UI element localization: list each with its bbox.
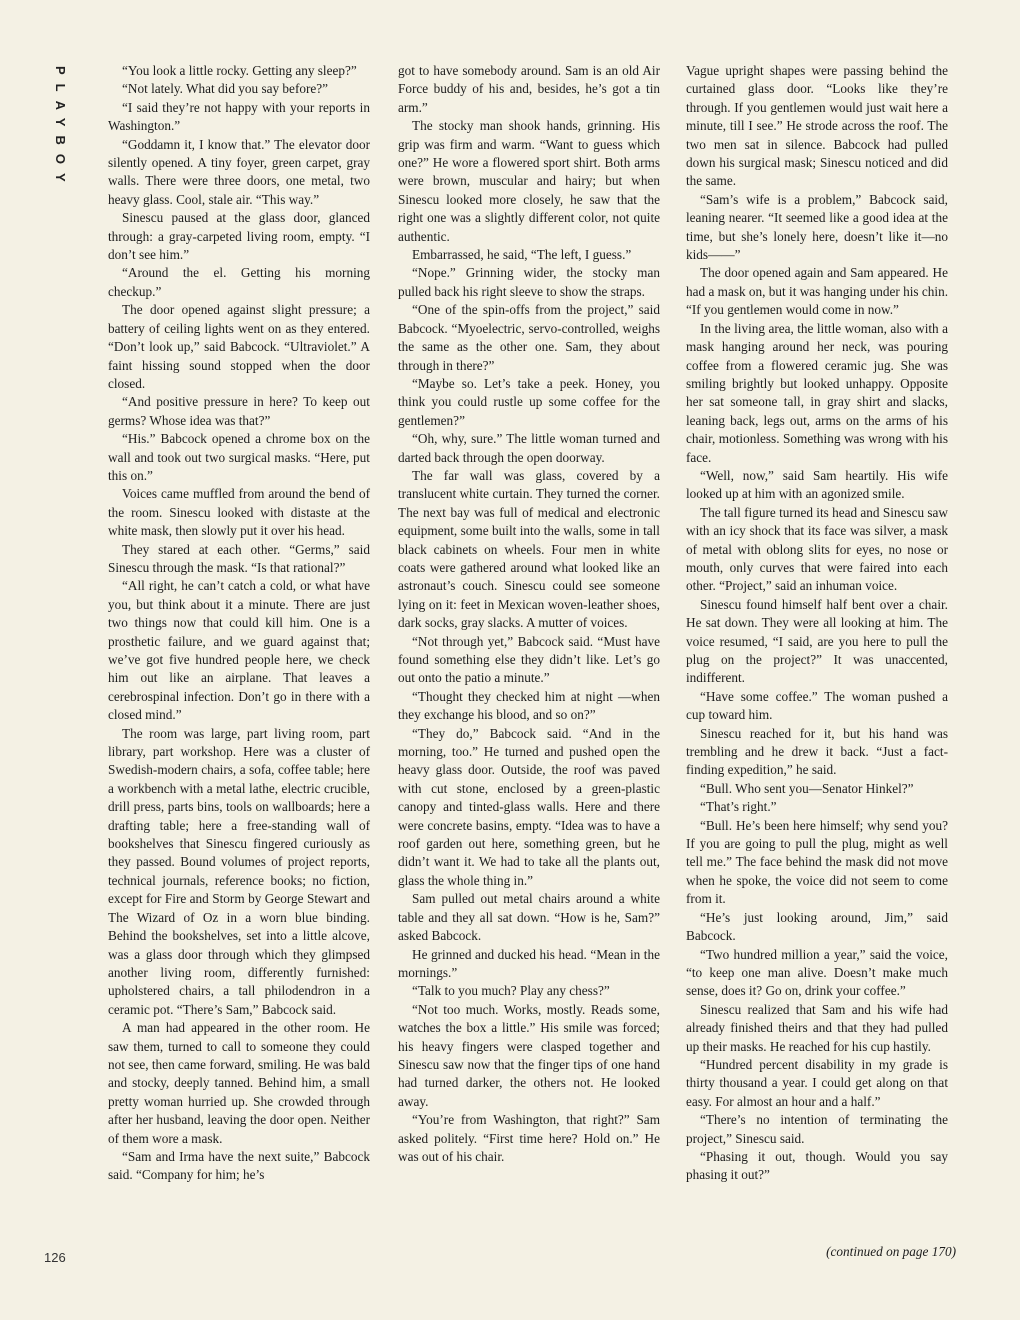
paragraph: Sinescu paused at the glass door, glanced through: a gray-carpeted living room, empty. “I don’t see him.” (108, 210, 370, 263)
paragraph: “Maybe so. Let’s take a peek. Honey, you think you could rustle up some coffee for the gentlemen?” (398, 375, 660, 428)
paragraph: got to have somebody around. Sam is an old Air Force buddy of his and, besides, he’s got a tin arm.” (398, 63, 660, 115)
paragraph: “One of the spin-offs from the project,” said Babcock. “Myoelectric, servo-controlled, weighs the same as the other one. Sam, they about through in there?” (398, 302, 660, 373)
paragraph: “Sam’s wife is a problem,” Babcock said, leaning nearer. “It seemed like a good idea at the time, but she’s lonely here, doesn’t like it—no kids——” (686, 191, 948, 263)
paragraph: Sinescu found himself half bent over a chair. He sat down. They were all looking at him. The voice resumed, “I said, are you here to pull the plug on the project?” It was unaccented, indifferent. (686, 596, 948, 686)
paragraph: “That’s right.” (700, 799, 777, 815)
paragraph: The door opened against slight pressure; a battery of ceiling lights went on as they entered. “Don’t look up,” said Babcock. “Ultraviolet.” A faint hissing sound stopped when the door closed. (108, 302, 370, 391)
paragraph: In the living area, the little woman, also with a mask hanging around her neck, was pouring coffee from a flowered ceramic jug. She was smiling brightly but looked unhappy. Opposite her sat someone tall, in gray shirt and slacks, leaning back, legs out, arms on the arms of his chair, motionless. Something was wrong with his face. (686, 320, 948, 465)
paragraph: “Not lately. What did you say before?” (122, 81, 329, 97)
paragraph: “Well, now,” said Sam heartily. His wife looked up at him with an agonized smile. (686, 467, 948, 502)
paragraph: Sinescu reached for it, but his hand was trembling and he drew it back. “Just a fact-finding expedition,” he said. (686, 725, 948, 778)
paragraph: Vague upright shapes were passing behind the curtained glass door. “Looks like they’re through. If you gentlemen would just wait here a minute, till I see.” He strode across the roof. The two men sat in silence. Babcock had pulled down his surgical mask; Sinescu noticed and did the same. (686, 63, 948, 189)
article-column-3 (686, 62, 948, 1185)
article-column-2 (398, 62, 660, 1166)
paragraph: “Not too much. Works, mostly. Reads some, watches the box a little.” His smile was forced; his heavy fingers were clasped together and Sinescu saw now that the finger tips of one hand had turned darker, the others not. He looked away. (398, 1001, 660, 1109)
paragraph: “He’s just looking around, Jim,” said Babcock. (686, 909, 948, 944)
masthead (52, 66, 68, 216)
paragraph: “Goddamn it, I know that.” The elevator door silently opened. A tiny foyer, green carpet, gray walls. There were three doors, one metal, two heavy glass. Cool, stale air. “This way.” (108, 136, 370, 207)
paragraph: Embarrassed, he said, “The left, I guess.” (412, 247, 632, 263)
page-number: 126 (44, 1250, 66, 1265)
paragraph: “They do,” Babcock said. “And in the morning, too.” He turned and pushed open the heavy glass door. Outside, the roof was paved with cut stone, enclosed by a green-plastic canopy and tinted-glass walls. Here and there were concrete basins, empty. “Idea was to have a roof garden out here, something green, but he didn’t want it. We had to take all the plants out, glass the whole thing in.” (398, 725, 660, 888)
paragraph: “Two hundred million a year,” said the voice, “to keep one man alive. Doesn’t make much sense, does it? Go on, drink your coffee.” (686, 946, 948, 999)
paragraph: Voices came muffled from around the bend of the room. Sinescu looked with distaste at the white mask, then slowly put it over his head. (108, 486, 370, 539)
paragraph: The door opened again and Sam appeared. He had a mask on, but it was hanging under his chin. “If you gentlemen would come in now.” (686, 265, 949, 318)
paragraph: “Talk to you much? Play any chess?” (412, 983, 610, 999)
paragraph: “Sam and Irma have the next suite,” Babcock said. “Company for him; he’s (108, 1148, 370, 1183)
paragraph: “Thought they checked him at night —when they exchange his blood, and so on?” (398, 688, 660, 723)
paragraph: Sinescu realized that Sam and his wife had already finished theirs and that they had pulled up their masks. He reached for his cup hastily. (686, 1001, 948, 1054)
paragraph: “You look a little rocky. Getting any sleep?” (122, 63, 357, 78)
paragraph: Sam pulled out metal chairs around a white table and they all sat down. “How is he, Sam?” asked Babcock. (398, 891, 660, 944)
paragraph: “Oh, why, sure.” The little woman turned and darted back through the open doorway. (398, 431, 660, 465)
article-column-1 (108, 62, 370, 1185)
paragraph: The stocky man shook hands, grinning. His grip was firm and warm. “Want to guess which one?” He wore a flowered sport shirt. Both arms were brown, muscular and hairy; but when Sinescu looked more closely, he saw that the right one was a slightly different color, not quite authentic. (398, 118, 660, 244)
paragraph: “And positive pressure in here? To keep out germs? Whose idea was that?” (108, 394, 370, 428)
paragraph: “Hundred percent disability in my grade is thirty thousand a year. I could get along on that easy. For almost an hour and a half.” (686, 1056, 948, 1109)
paragraph: “I said they’re not happy with your reports in Washington.” (108, 99, 370, 134)
masthead-title: PLAYBOY (53, 66, 68, 191)
paragraph: “Nope.” Grinning wider, the stocky man pulled back his right sleeve to show the straps. (398, 265, 660, 299)
paragraph: “Bull. He’s been here himself; why send you? If you are going to pull the plug, might as well tell me.” The face behind the mask did not move when he spoke, the voice did not seem to come from it. (686, 817, 948, 907)
paragraph: The far wall was glass, covered by a translucent white curtain. They turned the corner. The next bay was full of medical and electronic equipment, some built into the walls, some in tall black cabinets on wheels. Four men in white coats were gathered around what looked like an astronaut’s couch. Sinescu could see someone lying on it: feet in Mexican woven-leather shoes, dark socks, gray slacks. A mutter of voices. (398, 467, 660, 631)
paragraph: “Not through yet,” Babcock said. “Must have found something else they didn’t like. Let’s go out onto the patio a minute.” (398, 633, 660, 686)
paragraph: They stared at each other. “Germs,” said Sinescu through the mask. “Is that rational?” (108, 541, 370, 575)
paragraph: “All right, he can’t catch a cold, or what have you, but think about it a minute. There are just two things now that could kill him. One is a prosthetic failure, and we guard against that; we’ve got five hundred people here, we check him out like an airplane. That leaves a cerebrospinal infection. Don’t go in there with a closed mind.” (108, 578, 370, 723)
paragraph: The tall figure turned its head and Sinescu saw with an icy shock that its face was silver, a mask of metal with oblong slits for eyes, no nose or mouth, only curves that were faired into each other. “Project,” said an inhuman voice. (686, 504, 948, 594)
continued-note: (continued on page 170) (826, 1244, 956, 1259)
paragraph: “Phasing it out, though. Would you say phasing it out?” (686, 1148, 948, 1183)
paragraph: “Bull. Who sent you—Senator Hinkel?” (700, 780, 914, 796)
paragraph: “There’s no intention of terminating the project,” Sinescu said. (686, 1112, 948, 1146)
paragraph: The room was large, part living room, part library, part workshop. Here was a cluster of Swedish-modern chairs, a sofa, coffee table; here a workbench with a metal lathe, electric crucible, drill press, parts bins, tools on wallboards; here a drafting table; here a free-standing wall of bookshelves that Sinescu fingered curiously as they passed. Bound volumes of project reports, technical journals, reference books; no fiction, except for Fire and Storm by George Stewart and The Wizard of Oz in a worn blue binding. Behind the bookshelves, set into a little alcove, was a glass door through which they glimpsed another living room, differently furnished: upholstered chairs, a tall philodendron in a ceramic pot. “There’s Sam,” Babcock said. (108, 725, 370, 1017)
paragraph: “You’re from Washington, that right?” Sam asked politely. “First time here? Hold on.” He was out of his chair. (398, 1112, 660, 1164)
paragraph: “Have some coffee.” The woman pushed a cup toward him. (686, 688, 948, 723)
paragraph: He grinned and ducked his head. “Mean in the mornings.” (398, 946, 660, 980)
paragraph: “Around the el. Getting his morning checkup.” (108, 265, 370, 299)
paragraph: “His.” Babcock opened a chrome box on the wall and took out two surgical masks. “Here, put this on.” (108, 431, 370, 483)
paragraph: A man had appeared in the other room. He saw them, turned to call to someone they could not see, then came forward, smiling. He was bald and stocky, deeply tanned. Behind him, a small pretty woman hurried up. She crowded through after her husband, leaving the door open. Neither of them wore a mask. (108, 1020, 370, 1146)
